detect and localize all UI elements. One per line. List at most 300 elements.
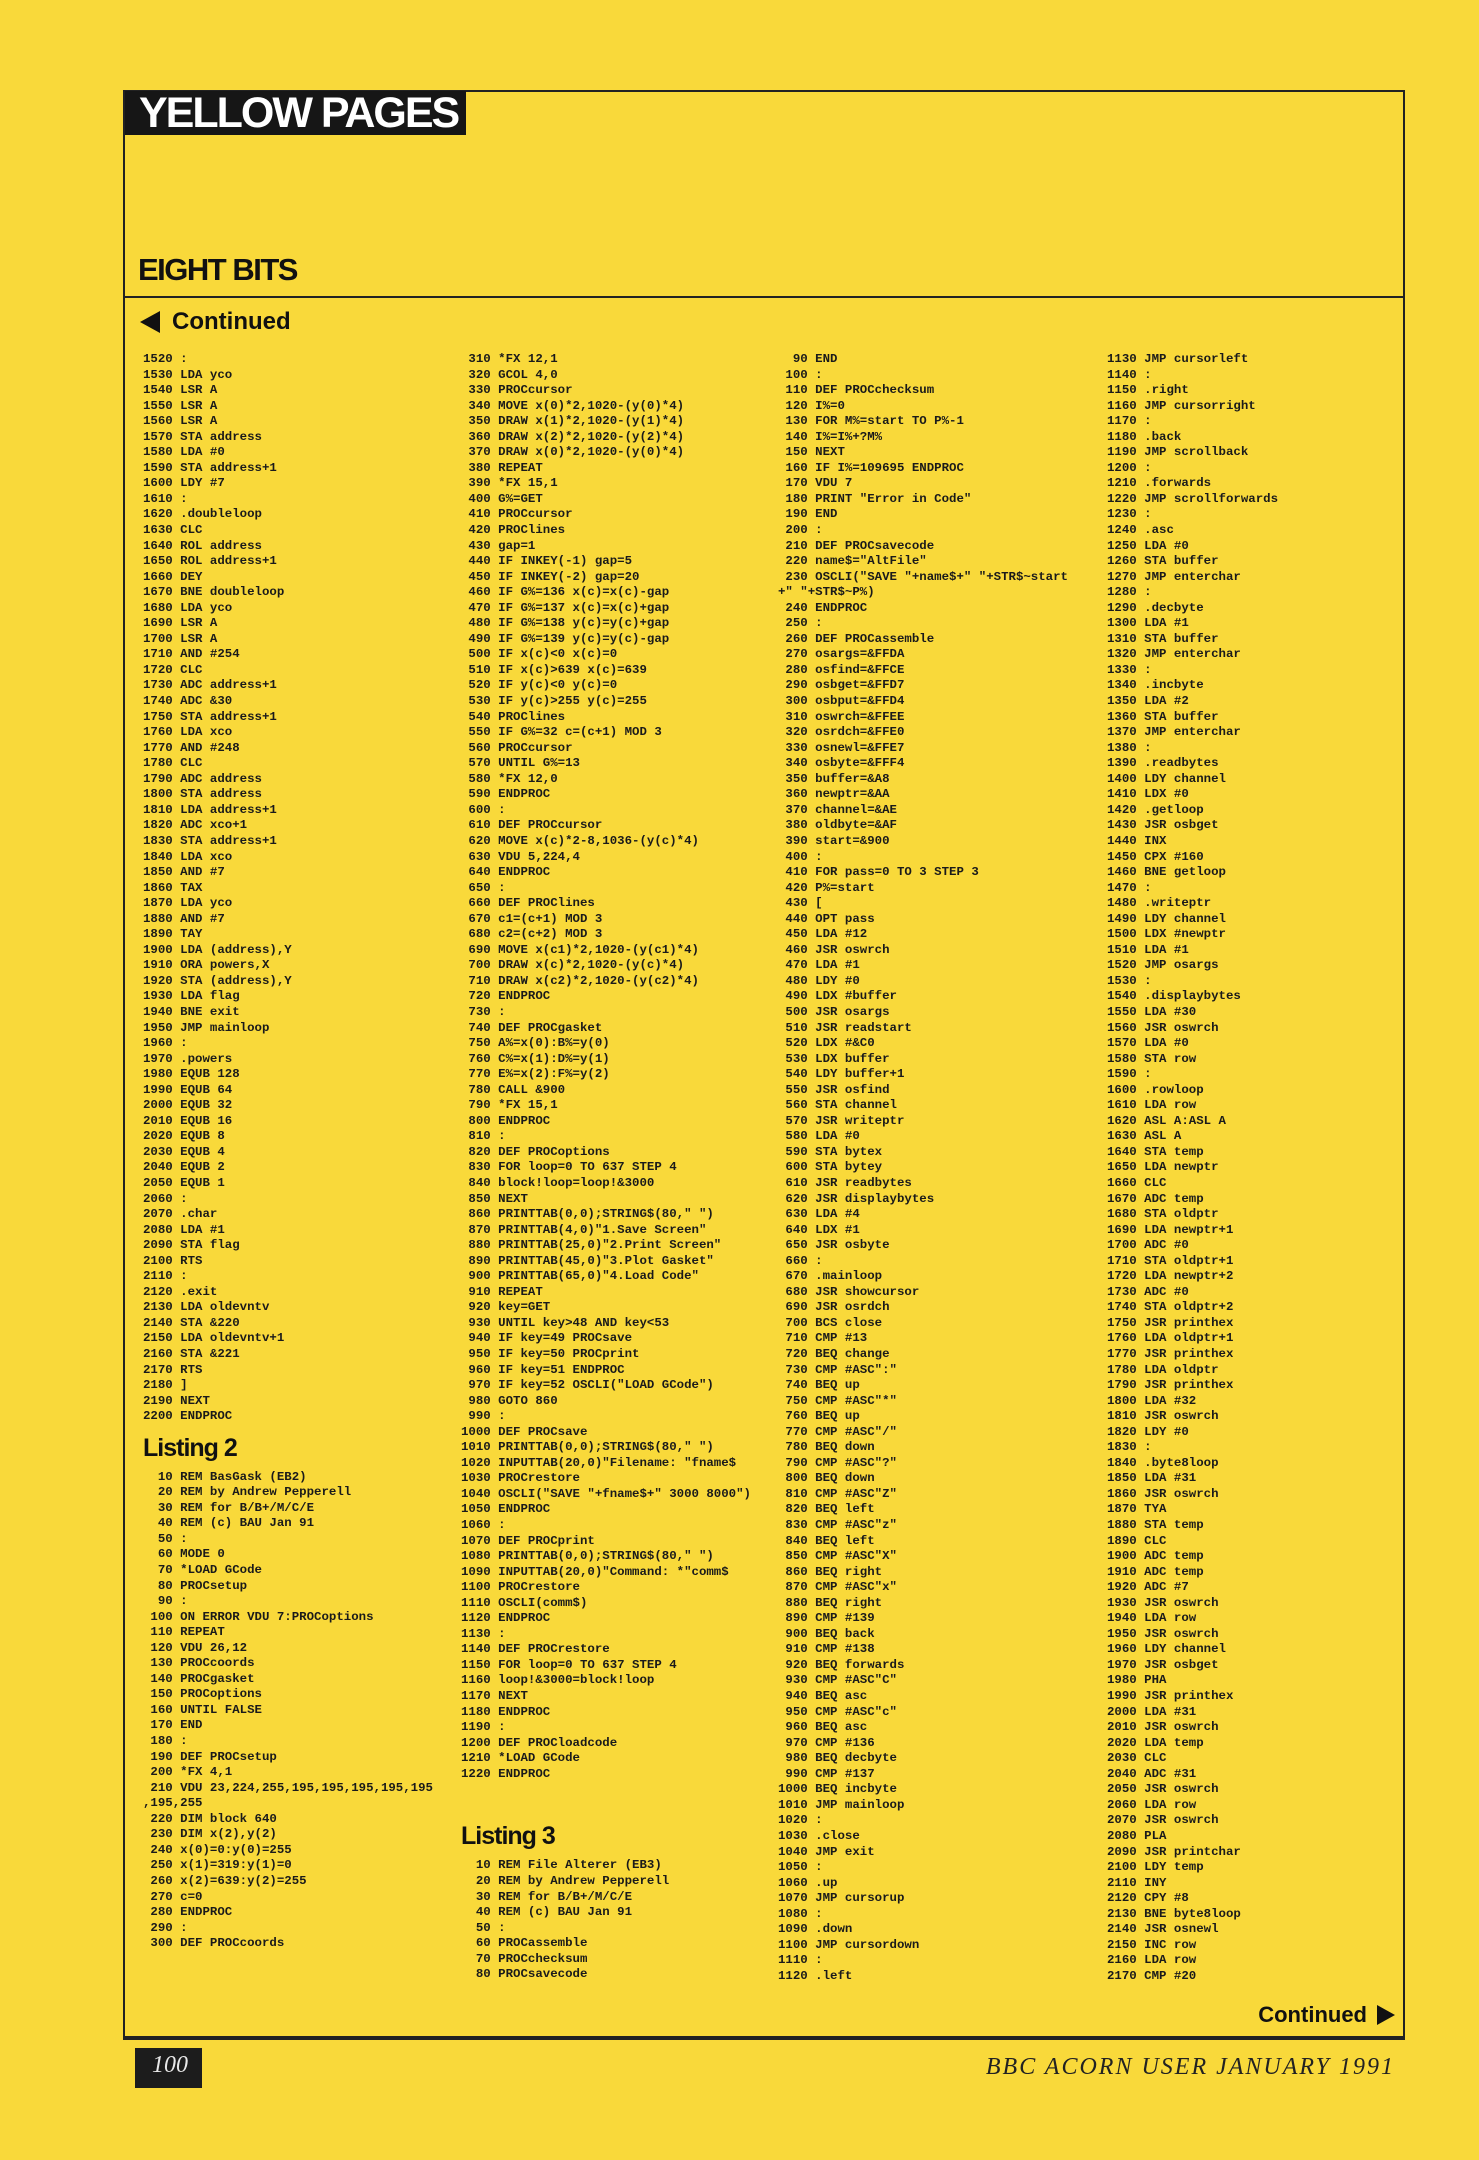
code-line: 1200 : (1107, 460, 1152, 475)
code-line: 1590 STA address+1 (143, 460, 277, 475)
code-line: 470 LDA #1 (778, 958, 860, 973)
code-line: 730 : (461, 1004, 506, 1019)
code-line: 120 I%=0 (778, 398, 845, 413)
code-line: 890 PRINTTAB(45,0)"3.Plot Gasket" (461, 1253, 714, 1268)
code-line: 1450 CPX #160 (1107, 849, 1204, 864)
code-line: 1250 LDA #0 (1107, 538, 1189, 553)
code-line: 1390 .readbytes (1107, 756, 1219, 771)
code-line: 200 : (778, 523, 823, 538)
code-line: 1940 LDA row (1107, 1611, 1197, 1626)
code-line: 170 VDU 7 (778, 476, 853, 491)
publication-footer: BBC ACORN USER JANUARY 1991 (985, 2054, 1395, 2080)
code-line: 550 IF G%=32 c=(c+1) MOD 3 (461, 725, 662, 740)
code-line: 1010 JMP mainloop (778, 1797, 905, 1812)
code-line: 2090 JSR printchar (1107, 1844, 1241, 1859)
code-line: 1130 JMP cursorleft (1107, 352, 1249, 366)
code-line: 690 JSR osrdch (778, 1300, 890, 1315)
code-line: 1780 CLC (143, 756, 203, 771)
code-line: 1520 JMP osargs (1107, 958, 1219, 973)
code-line: 1620 ASL A:ASL A (1107, 1113, 1226, 1128)
code-line: 500 IF x(c)<0 x(c)=0 (461, 647, 618, 662)
code-line: 730 CMP #ASC":" (778, 1362, 897, 1377)
code-line: 870 CMP #ASC"x" (778, 1580, 897, 1595)
code-line: 1180 ENDPROC (461, 1704, 551, 1719)
code-line: 530 IF y(c)>255 y(c)=255 (461, 694, 647, 709)
code-line: 1720 LDA newptr+2 (1107, 1269, 1234, 1284)
code-line: 670 c1=(c+1) MOD 3 (461, 911, 603, 926)
code-line: 1870 TYA (1107, 1502, 1167, 1517)
code-line: 800 BEQ down (778, 1471, 875, 1486)
code-line: 1930 LDA flag (143, 989, 240, 1004)
code-line: 120 VDU 26,12 (143, 1640, 248, 1655)
code-line: 1650 ROL address+1 (143, 554, 277, 569)
code-line: 2000 LDA #31 (1107, 1704, 1197, 1719)
code-line: 2120 .exit (143, 1284, 218, 1299)
code-line: 740 DEF PROCgasket (461, 1020, 603, 1035)
code-line: 2130 LDA oldevntv (143, 1300, 270, 1315)
code-line: 940 BEQ asc (778, 1689, 868, 1704)
code-line: 1470 : (1107, 880, 1152, 895)
code-line: 1500 LDX #newptr (1107, 927, 1226, 942)
code-line: 320 GCOL 4,0 (461, 367, 558, 382)
code-line: 1410 LDX #0 (1107, 787, 1189, 802)
code-line: 1960 : (143, 1036, 188, 1051)
code-line: 670 .mainloop (778, 1269, 883, 1284)
code-line: 860 PRINTTAB(0,0);STRING$(80," ") (461, 1207, 714, 1222)
code-line: 1040 OSCLI("SAVE "+fname$+" 3000 8000") (461, 1486, 751, 1501)
code-line: 1120 .left (778, 1968, 853, 1983)
code-line: 110 REPEAT (143, 1625, 225, 1640)
code-line: 70 PROCchecksum (461, 1951, 588, 1966)
code-line: 1610 : (143, 491, 188, 506)
code-line: 370 DRAW x(0)*2,1020-(y(0)*4) (461, 445, 685, 460)
code-line: 50 : (143, 1531, 188, 1546)
code-line: 1580 LDA #0 (143, 445, 225, 460)
code-line: 140 PROCgasket (143, 1671, 255, 1686)
code-line: 420 PROClines (461, 523, 566, 538)
code-line: 350 buffer=&A8 (778, 771, 890, 786)
code-line: 1670 ADC temp (1107, 1191, 1204, 1206)
code-line: 1110 : (778, 1953, 823, 1968)
code-line: 180 : (143, 1734, 188, 1749)
code-line: 480 IF G%=138 y(c)=y(c)+gap (461, 616, 670, 631)
code-line: 1100 JMP cursordown (778, 1937, 920, 1952)
code-line: 310 oswrch=&FFEE (778, 709, 905, 724)
code-line: 1730 ADC address+1 (143, 678, 277, 693)
code-line: 1770 JSR printhex (1107, 1347, 1234, 1361)
code-line: 1820 LDY #0 (1107, 1424, 1189, 1439)
code-line: 130 PROCcoords (143, 1656, 255, 1671)
code-line: 1510 LDA #1 (1107, 942, 1189, 957)
page-number: 100 (152, 2052, 188, 2078)
listing-column-2 (461, 352, 751, 1983)
code-line: 80 PROCsetup (143, 1578, 248, 1593)
code-line: 360 DRAW x(2)*2,1020-(y(2)*4) (461, 429, 685, 444)
arrow-right-icon (1377, 2005, 1395, 2025)
code-line: 390 *FX 15,1 (461, 476, 558, 491)
code-line: 2010 JSR oswrch (1107, 1720, 1219, 1735)
code-line: 60 PROCassemble (461, 1936, 588, 1951)
code-line: 2080 LDA #1 (143, 1222, 225, 1237)
code-line: 2150 LDA oldevntv+1 (143, 1331, 285, 1346)
code-line: 1590 : (1107, 1067, 1152, 1082)
code-line: 460 JSR oswrch (778, 942, 890, 957)
code-line: 580 *FX 12,0 (461, 771, 558, 786)
code-line: 600 STA bytey (778, 1160, 883, 1175)
code-line: 990 : (461, 1409, 506, 1424)
code-line: 1810 JSR oswrch (1107, 1409, 1219, 1424)
code-line: 1810 LDA address+1 (143, 802, 277, 817)
code-line: 1900 ADC temp (1107, 1549, 1204, 1564)
code-line: 1190 JMP scrollback (1107, 445, 1249, 460)
code-line: 190 DEF PROCsetup (143, 1749, 277, 1764)
code-line: 510 JSR readstart (778, 1020, 912, 1035)
code-line: 260 x(2)=639:y(2)=255 (143, 1873, 307, 1888)
code-line: 2160 STA &221 (143, 1347, 240, 1361)
code-line: 150 PROCoptions (143, 1687, 262, 1702)
code-line: 2130 BNE byte8loop (1107, 1906, 1241, 1921)
code-line: 1710 AND #254 (143, 647, 240, 662)
code-line: 1770 AND #248 (143, 740, 240, 755)
code-line: 970 IF key=52 OSCLI("LOAD GCode") (461, 1378, 714, 1393)
code-line: 1320 JMP enterchar (1107, 647, 1241, 662)
code-line: 1000 BEQ incbyte (778, 1782, 897, 1797)
code-line: 760 C%=x(1):D%=y(1) (461, 1051, 610, 1066)
code-line: 830 FOR loop=0 TO 637 STEP 4 (461, 1160, 677, 1175)
code-line: 1130 : (461, 1626, 506, 1641)
code-line: 1850 LDA #31 (1107, 1471, 1197, 1486)
code-line: 600 : (461, 802, 506, 817)
code-line: 1100 PROCrestore (461, 1580, 580, 1595)
code-line: 490 LDX #buffer (778, 989, 897, 1004)
code-line: 2150 INC row (1107, 1937, 1197, 1952)
code-line: 1440 INX (1107, 833, 1167, 848)
code-line: 1210 *LOAD GCode (461, 1751, 580, 1766)
code-line: 2160 LDA row (1107, 1953, 1197, 1968)
code-line: 1970 .powers (143, 1051, 233, 1066)
code-line: 820 BEQ left (778, 1502, 875, 1517)
code-line: 40 REM (c) BAU Jan 91 (461, 1905, 633, 1920)
code-line: 2010 EQUB 16 (143, 1113, 233, 1128)
code-line: 830 CMP #ASC"z" (778, 1518, 897, 1533)
code-line: 1910 ORA powers,X (143, 958, 270, 973)
code-line: 290 osbget=&FFD7 (778, 678, 905, 693)
code-line: 570 UNTIL G%=13 (461, 756, 580, 771)
code-line: 1630 ASL A (1107, 1129, 1182, 1144)
code-line: 1740 ADC &30 (143, 694, 233, 709)
code-line: 160 UNTIL FALSE (143, 1702, 262, 1717)
code-line: 270 osargs=&FFDA (778, 647, 905, 662)
code-line: 920 BEQ forwards (778, 1657, 905, 1672)
code-line: 190 END (778, 507, 838, 522)
code-line: 1480 .writeptr (1107, 896, 1212, 911)
code-line: 560 PROCcursor (461, 740, 573, 755)
code-line: 220 name$="AltFile" (778, 554, 927, 569)
code-line: 1890 TAY (143, 927, 203, 942)
code-line: 370 channel=&AE (778, 802, 897, 817)
code-line: 1160 loop!&3000=block!loop (461, 1673, 655, 1688)
code-line: 770 CMP #ASC"/" (778, 1424, 897, 1439)
continued-bottom (1258, 2002, 1395, 2028)
code-line: 810 CMP #ASC"Z" (778, 1486, 897, 1501)
code-line: 420 P%=start (778, 880, 875, 895)
code-line: 630 VDU 5,224,4 (461, 849, 580, 864)
code-line: 710 CMP #13 (778, 1331, 868, 1346)
code-line: 1350 LDA #2 (1107, 694, 1189, 709)
code-line: 740 BEQ up (778, 1378, 860, 1393)
code-line: 1760 LDA xco (143, 725, 233, 740)
code-line: 1740 STA oldptr+2 (1107, 1300, 1234, 1315)
code-line: 840 block!loop=loop!&3000 (461, 1175, 655, 1190)
code-line: 1150 FOR loop=0 TO 637 STEP 4 (461, 1657, 677, 1672)
code-line: 1550 LDA #30 (1107, 1004, 1197, 1019)
code-line: 1140 DEF PROCrestore (461, 1642, 610, 1657)
code-line: 250 : (778, 616, 823, 631)
code-line: 850 NEXT (461, 1191, 528, 1206)
code-line: 2050 JSR oswrch (1107, 1782, 1219, 1797)
code-line: 410 PROCcursor (461, 507, 573, 522)
code-line: 1830 STA address+1 (143, 833, 277, 848)
code-line: 1420 .getloop (1107, 802, 1204, 817)
code-line: 40 REM (c) BAU Jan 91 (143, 1516, 315, 1531)
code-line: 2140 STA &220 (143, 1315, 240, 1330)
code-line: 30 REM for B/B+/M/C/E (143, 1500, 315, 1515)
code-line: 1900 LDA (address),Y (143, 942, 292, 957)
code-line: 460 IF G%=136 x(c)=x(c)-gap (461, 585, 670, 600)
code-line: 2200 ENDPROC (143, 1409, 233, 1424)
arrow-left-icon (140, 311, 160, 333)
code-line: 1190 : (461, 1720, 506, 1735)
code-line: 450 LDA #12 (778, 927, 868, 942)
code-line: 230 OSCLI("SAVE "+name$+" "+STR$~start (778, 569, 1068, 584)
code-line: 20 REM by Andrew Pepperell (461, 1873, 670, 1888)
code-line: 660 : (778, 1253, 823, 1268)
code-line: 110 DEF PROCchecksum (778, 383, 935, 398)
code-line: 820 DEF PROCoptions (461, 1144, 610, 1159)
code-line: 1060 .up (778, 1875, 838, 1890)
code-line: 90 END (778, 352, 838, 366)
code-line: 1680 STA oldptr (1107, 1207, 1219, 1222)
code-line: 400 : (778, 849, 823, 864)
code-line: 130 FOR M%=start TO P%-1 (778, 414, 964, 429)
code-line: 1630 CLC (143, 523, 203, 538)
code-line: 250 x(1)=319:y(1)=0 (143, 1858, 292, 1873)
code-line: 540 LDY buffer+1 (778, 1067, 905, 1082)
code-line: 1340 .incbyte (1107, 678, 1204, 693)
code-line: 980 GOTO 860 (461, 1393, 558, 1408)
code-line: 570 JSR writeptr (778, 1113, 905, 1128)
code-line: 1670 BNE doubleloop (143, 585, 285, 600)
code-line: 2050 EQUB 1 (143, 1175, 225, 1190)
code-line: 2000 EQUB 32 (143, 1098, 233, 1113)
code-line: 840 BEQ left (778, 1533, 875, 1548)
code-line: 1790 ADC address (143, 771, 262, 786)
code-line: 2100 RTS (143, 1253, 203, 1268)
code-line: 1850 AND #7 (143, 865, 225, 880)
code-line: 1640 ROL address (143, 538, 262, 553)
code-line: 1980 PHA (1107, 1673, 1167, 1688)
code-line: 330 osnewl=&FFE7 (778, 740, 905, 755)
code-line: 1720 CLC (143, 662, 203, 677)
code-line: 10 REM File Alterer (EB3) (461, 1858, 662, 1873)
code-line: 1610 LDA row (1107, 1098, 1197, 1113)
code-line: 880 PRINTTAB(25,0)"2.Print Screen" (461, 1238, 722, 1253)
code-line: 1560 LSR A (143, 414, 218, 429)
code-line: 1600 .rowloop (1107, 1082, 1204, 1097)
code-line: 1760 LDA oldptr+1 (1107, 1331, 1234, 1346)
code-line: 300 DEF PROCcoords (143, 1936, 285, 1951)
code-line: 200 *FX 4,1 (143, 1765, 233, 1780)
code-line: 1540 LSR A (143, 383, 218, 398)
code-line: 220 DIM block 640 (143, 1811, 277, 1826)
code-line: 940 IF key=49 PROCsave (461, 1331, 633, 1346)
code-line: 1090 INPUTTAB(20,0)"Command: *"comm$ (461, 1564, 729, 1579)
code-line: 1070 DEF PROCprint (461, 1533, 595, 1548)
code-line: 700 DRAW x(c)*2,1020-(y(c)*4) (461, 958, 685, 973)
code-line: 710 DRAW x(c2)*2,1020-(y(c2)*4) (461, 973, 699, 988)
code-line: 1090 .down (778, 1922, 853, 1937)
code-line: 750 CMP #ASC"*" (778, 1393, 897, 1408)
code-line: 590 STA bytex (778, 1144, 883, 1159)
code-line: 960 IF key=51 ENDPROC (461, 1362, 625, 1377)
code-line: 2180 ] (143, 1378, 188, 1393)
code-line: 390 start=&900 (778, 833, 890, 848)
code-line: 1650 LDA newptr (1107, 1160, 1219, 1175)
code-line: 1520 : (143, 352, 188, 366)
code-line: 760 BEQ up (778, 1409, 860, 1424)
code-line: 1690 LSR A (143, 616, 218, 631)
code-line: 410 FOR pass=0 TO 3 STEP 3 (778, 865, 979, 880)
code-line: 610 DEF PROCcursor (461, 818, 603, 833)
code-line: 280 ENDPROC (143, 1905, 233, 1920)
code-line: 2070 JSR oswrch (1107, 1813, 1219, 1828)
code-line: 1290 .decbyte (1107, 600, 1204, 615)
code-line: 140 I%=I%+?M% (778, 429, 883, 444)
code-line: 1860 TAX (143, 880, 203, 895)
code-line: 240 ENDPROC (778, 600, 868, 615)
code-line: 620 JSR displaybytes (778, 1191, 935, 1206)
code-line: 2060 LDA row (1107, 1797, 1197, 1812)
code-line: 210 DEF PROCsavecode (778, 538, 935, 553)
code-line: 430 gap=1 (461, 538, 536, 553)
code-line: 2140 JSR osnewl (1107, 1922, 1219, 1937)
code-line: 1110 OSCLI(comm$) (461, 1595, 588, 1610)
spacer (461, 1798, 751, 1814)
code-line: 350 DRAW x(1)*2,1020-(y(1)*4) (461, 414, 685, 429)
code-line: 1490 LDY channel (1107, 911, 1226, 926)
code-line: 340 MOVE x(0)*2,1020-(y(0)*4) (461, 398, 685, 413)
code-line: 1790 JSR printhex (1107, 1378, 1234, 1393)
code-line: 1210 .forwards (1107, 476, 1212, 491)
code-line: 1970 JSR osbget (1107, 1657, 1219, 1672)
code-line: 440 OPT pass (778, 911, 875, 926)
code-line: 1060 : (461, 1518, 506, 1533)
code-line: 490 IF G%=139 y(c)=y(c)-gap (461, 631, 670, 646)
code-line: 1690 LDA newptr+1 (1107, 1222, 1234, 1237)
code-line: 1270 JMP enterchar (1107, 569, 1241, 584)
code-line: 1300 LDA #1 (1107, 616, 1189, 631)
code-line: 690 MOVE x(c1)*2,1020-(y(c1)*4) (461, 942, 699, 957)
code-line: 1920 ADC #7 (1107, 1580, 1189, 1595)
code-line: 880 BEQ right (778, 1595, 883, 1610)
code-line: 300 osbput=&FFD4 (778, 694, 905, 709)
code-line: 310 *FX 12,1 (461, 352, 558, 366)
code-line: 1750 STA address+1 (143, 709, 277, 724)
section-tab: YELLOW PAGES (125, 91, 466, 135)
code-line: 10 REM BasGask (EB2) (143, 1469, 307, 1484)
code-line: 560 STA channel (778, 1098, 897, 1113)
code-line: 270 c=0 (143, 1889, 203, 1904)
code-line: 1260 STA buffer (1107, 554, 1219, 569)
code-line: 1870 LDA yco (143, 896, 233, 911)
code-line: 2190 NEXT (143, 1393, 210, 1408)
code-line: 970 CMP #136 (778, 1735, 875, 1750)
code-line: 580 LDA #0 (778, 1129, 860, 1144)
code-line: 910 CMP #138 (778, 1642, 875, 1657)
code-line: ,195,255 (143, 1796, 203, 1811)
code-line: 1780 LDA oldptr (1107, 1362, 1219, 1377)
code-line: 70 *LOAD GCode (143, 1563, 262, 1578)
code-line: 1010 PRINTTAB(0,0);STRING$(80," ") (461, 1440, 714, 1455)
continued-top-label: Continued (172, 308, 291, 335)
code-line: 440 IF INKEY(-1) gap=5 (461, 554, 633, 569)
code-line: 890 CMP #139 (778, 1611, 875, 1626)
code-line: 950 IF key=50 PROCprint (461, 1347, 640, 1361)
code-line: 950 CMP #ASC"c" (778, 1704, 897, 1719)
code-line: 980 BEQ decbyte (778, 1751, 897, 1766)
code-line: 850 CMP #ASC"X" (778, 1549, 897, 1564)
code-line: 610 JSR readbytes (778, 1175, 912, 1190)
code-line: 100 : (778, 367, 823, 382)
code-line: 1020 INPUTTAB(20,0)"Filename: "fname$ (461, 1455, 737, 1470)
code-line: 1860 JSR oswrch (1107, 1486, 1219, 1501)
code-line: 930 UNTIL key>48 AND key<53 (461, 1315, 670, 1330)
code-line: 2020 EQUB 8 (143, 1129, 225, 1144)
code-line: 1920 STA (address),Y (143, 973, 292, 988)
spacer (461, 1782, 751, 1798)
code-line: 990 CMP #137 (778, 1766, 875, 1781)
code-line: 1430 JSR osbget (1107, 818, 1219, 833)
code-line: 2020 LDA temp (1107, 1735, 1204, 1750)
code-line: 90 : (143, 1594, 188, 1609)
code-line: 1310 STA buffer (1107, 631, 1219, 646)
code-line: 1170 : (1107, 414, 1152, 429)
code-line: 1170 NEXT (461, 1689, 528, 1704)
code-line: 1800 LDA #32 (1107, 1393, 1197, 1408)
code-line: 1600 LDY #7 (143, 476, 225, 491)
code-line: 1080 : (778, 1906, 823, 1921)
code-line: 230 DIM x(2),y(2) (143, 1827, 277, 1842)
code-line: 1150 .right (1107, 383, 1189, 398)
code-line: 1580 STA row (1107, 1051, 1197, 1066)
code-line: 720 BEQ change (778, 1347, 890, 1361)
code-line: 1000 DEF PROCsave (461, 1424, 588, 1439)
code-line: 1360 STA buffer (1107, 709, 1219, 724)
code-line: 500 JSR osargs (778, 1004, 890, 1019)
code-line: 1070 JMP cursorup (778, 1891, 905, 1906)
code-line: 2040 ADC #31 (1107, 1766, 1197, 1781)
code-line: 640 LDX #1 (778, 1222, 860, 1237)
code-line: 550 JSR osfind (778, 1082, 890, 1097)
code-line: 860 BEQ right (778, 1564, 883, 1579)
continued-top (140, 308, 291, 336)
code-line: 1220 ENDPROC (461, 1766, 551, 1781)
code-line: 170 END (143, 1718, 203, 1733)
code-line: 2110 : (143, 1269, 188, 1284)
code-line: 1820 ADC xco+1 (143, 818, 248, 833)
code-line: 650 JSR osbyte (778, 1238, 890, 1253)
code-line: 1700 ADC #0 (1107, 1238, 1189, 1253)
